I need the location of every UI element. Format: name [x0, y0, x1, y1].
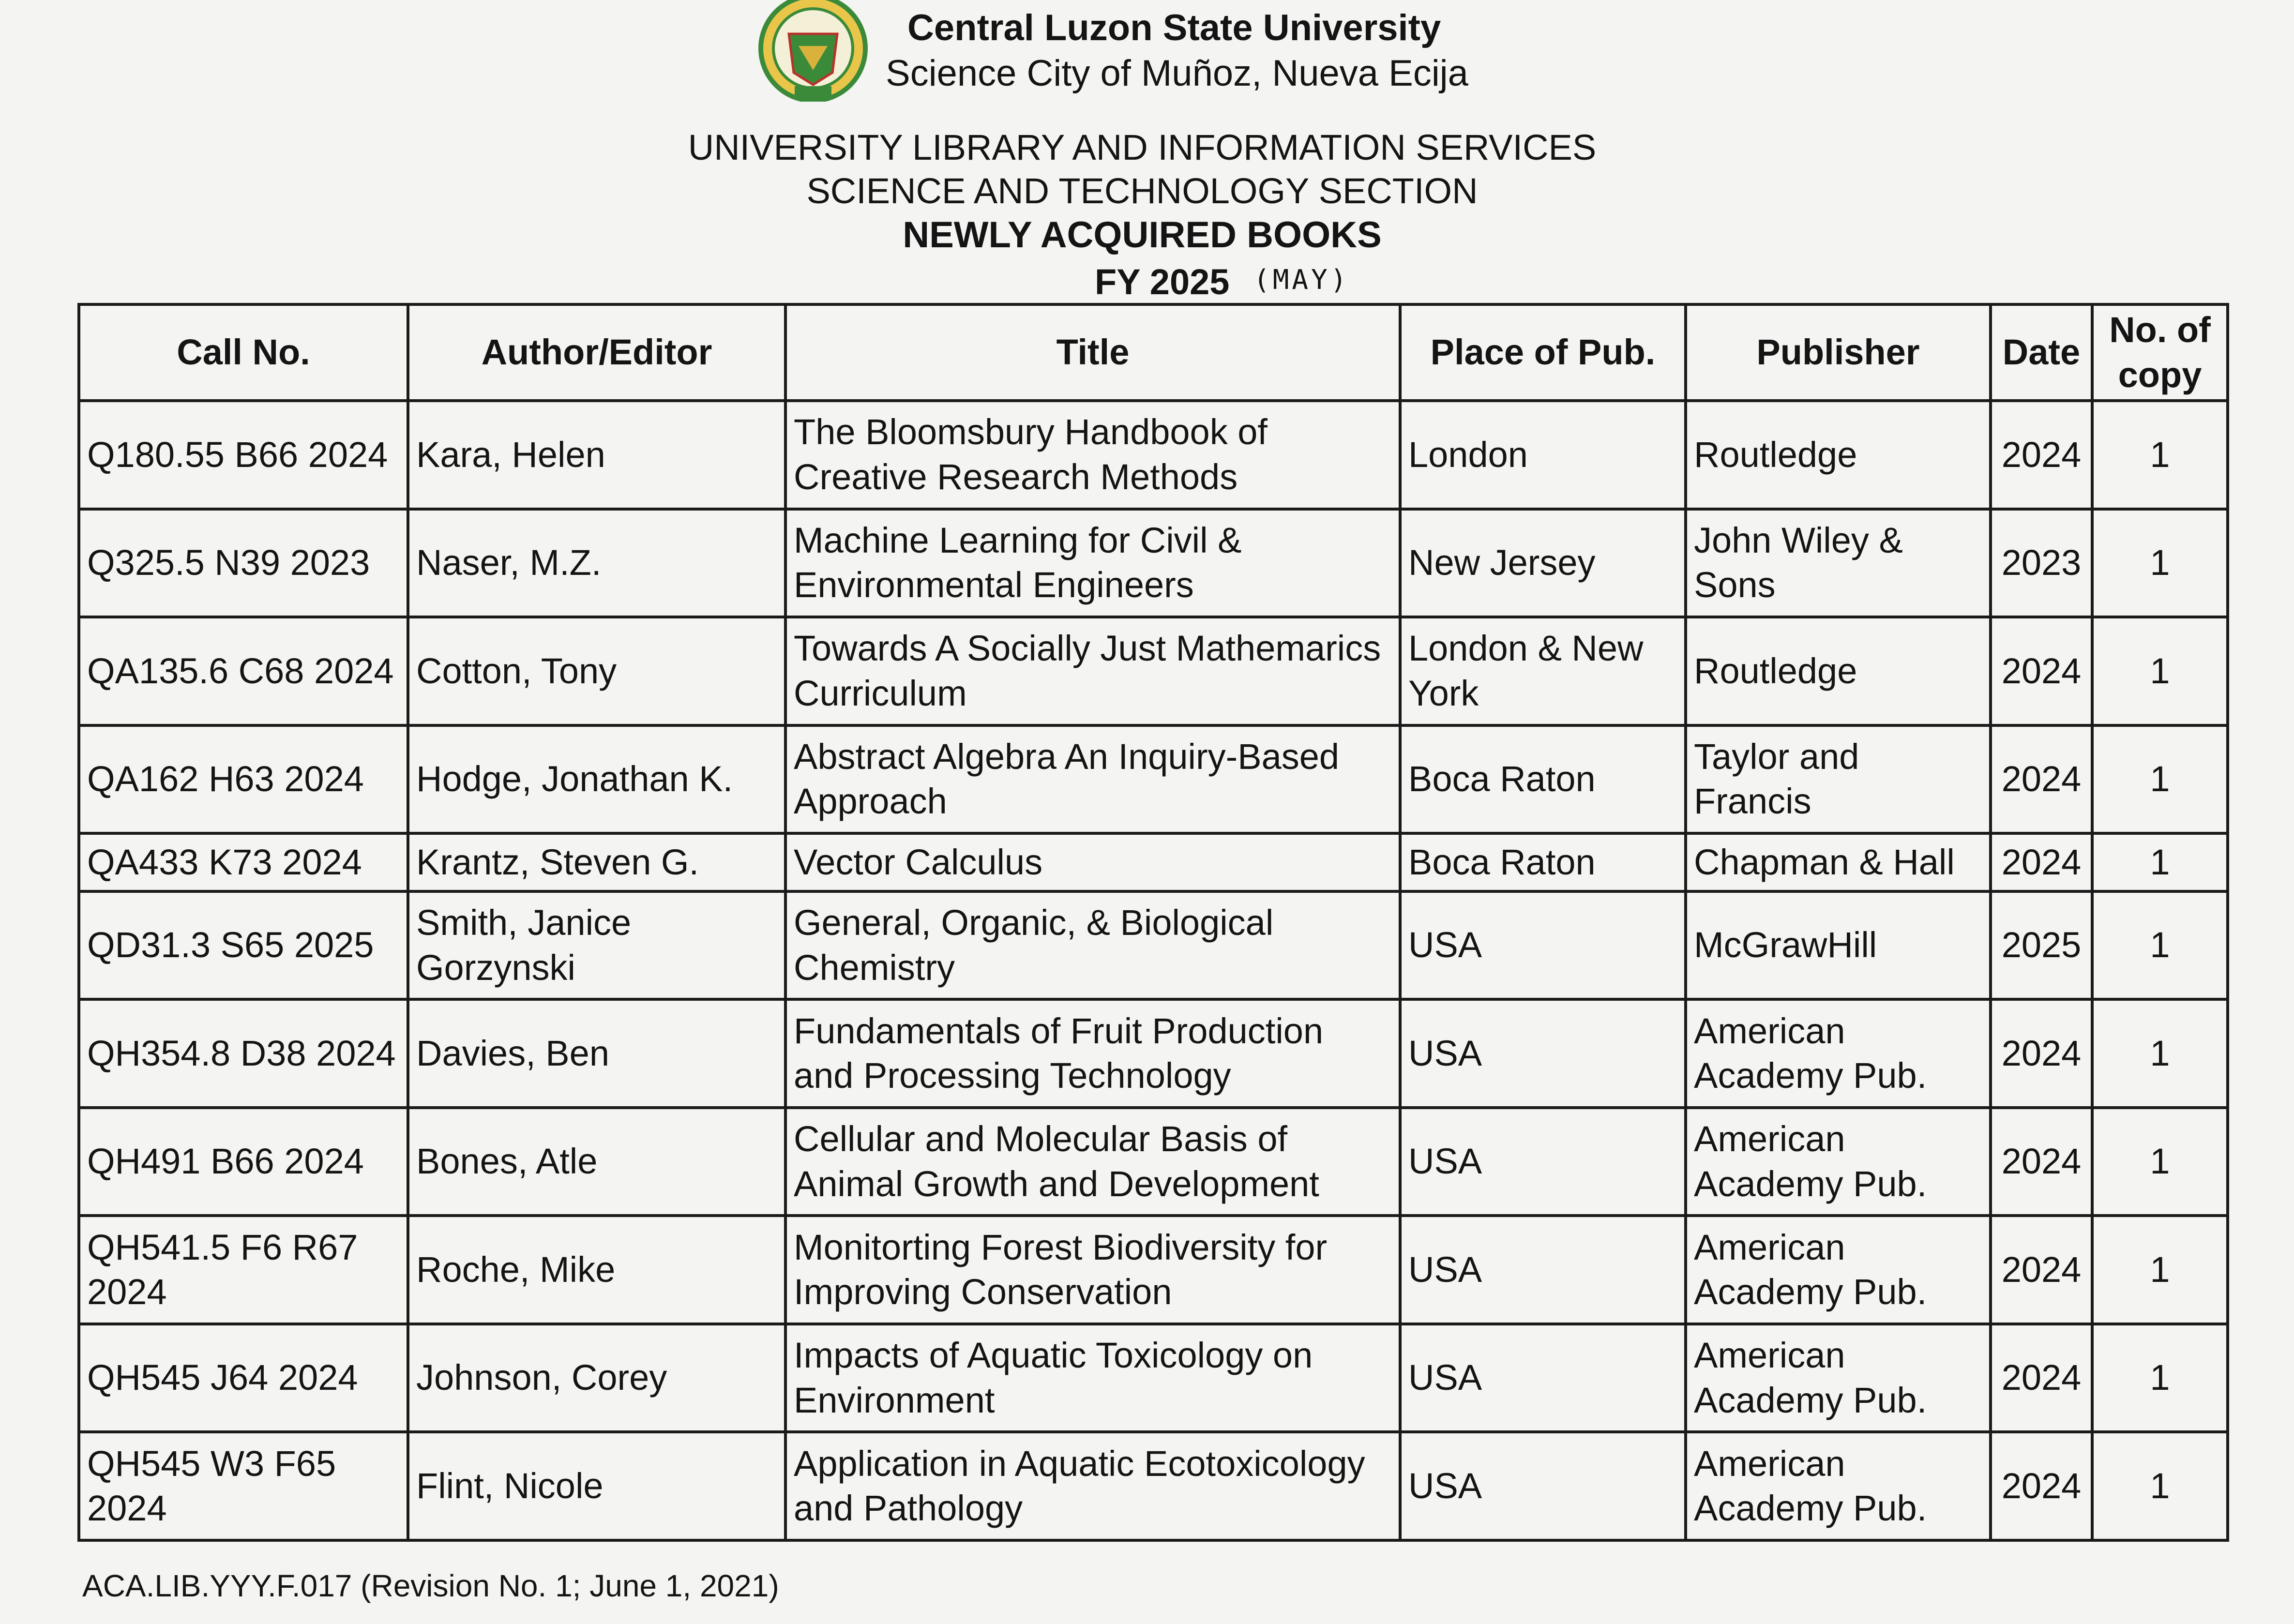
table-row — [79, 999, 2228, 1108]
cell-title: Monitorting Forest Biodiversity for Improving Conservation — [785, 1216, 1400, 1324]
cell-place: USA — [1400, 1108, 1686, 1216]
cell-place: USA — [1400, 1324, 1686, 1432]
table-row — [79, 891, 2228, 1000]
cell-publisher: American Academy Pub. — [1686, 999, 1991, 1108]
cell-publisher: McGrawHill — [1686, 891, 1991, 1000]
cell-author: Flint, Nicole — [408, 1432, 785, 1540]
cell-title: Fundamentals of Fruit Production and Processing Technology — [785, 999, 1400, 1108]
cell-publisher: American Academy Pub. — [1686, 1216, 1991, 1324]
cell-title: Abstract Algebra An Inquiry-Based Approach — [785, 725, 1400, 834]
cell-publisher: Routledge — [1686, 617, 1991, 725]
document-title: NEWLY ACQUIRED BOOKS — [903, 214, 1382, 256]
cell-publisher: American Academy Pub. — [1686, 1108, 1991, 1216]
cell-date: 2024 — [1991, 833, 2092, 891]
table-row — [79, 509, 2228, 617]
column-header-publisher: Publisher — [1686, 304, 1991, 401]
cell-title: Vector Calculus — [785, 833, 1400, 891]
cell-copies: 1 — [2092, 891, 2228, 1000]
cell-author: Smith, Janice Gorzynski — [408, 891, 785, 1000]
cell-author: Kara, Helen — [408, 401, 785, 509]
form-code: ACA.LIB.YYY.F.017 (Revision No. 1; June 1, 2021) — [82, 1568, 779, 1603]
cell-call-no: QA162 H63 2024 — [79, 725, 408, 834]
cell-author: Davies, Ben — [408, 999, 785, 1108]
cell-copies: 1 — [2092, 401, 2228, 509]
cell-date: 2024 — [1991, 401, 2092, 509]
cell-copies: 1 — [2092, 1432, 2228, 1540]
cell-title: Machine Learning for Civil & Environmental Engineers — [785, 509, 1400, 617]
cell-copies: 1 — [2092, 509, 2228, 617]
cell-author: Johnson, Corey — [408, 1324, 785, 1432]
cell-call-no: Q325.5 N39 2023 — [79, 509, 408, 617]
cell-place: London — [1400, 401, 1686, 509]
university-name: Central Luzon State University — [907, 7, 1441, 48]
cell-copies: 1 — [2092, 1216, 2228, 1324]
section-heading: SCIENCE AND TECHNOLOGY SECTION — [806, 171, 1478, 211]
cell-call-no: QH354.8 D38 2024 — [79, 999, 408, 1108]
cell-title: Towards A Socially Just Mathemarics Curriculum — [785, 617, 1400, 725]
cell-place: USA — [1400, 1432, 1686, 1540]
cell-call-no: QA135.6 C68 2024 — [79, 617, 408, 725]
cell-place: Boca Raton — [1400, 833, 1686, 891]
cell-date: 2024 — [1991, 1432, 2092, 1540]
cell-place: London & New York — [1400, 617, 1686, 725]
column-header-place: Place of Pub. — [1400, 304, 1686, 401]
column-header-date: Date — [1991, 304, 2092, 401]
cell-date: 2024 — [1991, 1324, 2092, 1432]
cell-call-no: QH491 B66 2024 — [79, 1108, 408, 1216]
cell-author: Naser, M.Z. — [408, 509, 785, 617]
cell-call-no: QA433 K73 2024 — [79, 833, 408, 891]
cell-call-no: QH545 J64 2024 — [79, 1324, 408, 1432]
cell-call-no: Q180.55 B66 2024 — [79, 401, 408, 509]
cell-call-no: QH545 W3 F65 2024 — [79, 1432, 408, 1540]
cell-copies: 1 — [2092, 1108, 2228, 1216]
cell-place: USA — [1400, 891, 1686, 1000]
table-row — [79, 1324, 2228, 1432]
library-heading: UNIVERSITY LIBRARY AND INFORMATION SERVICES — [688, 127, 1597, 167]
cell-copies: 1 — [2092, 617, 2228, 725]
cell-place: Boca Raton — [1400, 725, 1686, 834]
cell-title: Impacts of Aquatic Toxicology on Environment — [785, 1324, 1400, 1432]
cell-title: General, Organic, & Biological Chemistry — [785, 891, 1400, 1000]
university-location: Science City of Muñoz, Nueva Ecija — [886, 53, 1468, 94]
cell-title: The Bloomsbury Handbook of Creative Research Methods — [785, 401, 1400, 509]
cell-call-no: QH541.5 F6 R67 2024 — [79, 1216, 408, 1324]
cell-publisher: Taylor and Francis — [1686, 725, 1991, 834]
cell-author: Roche, Mike — [408, 1216, 785, 1324]
handwritten-month-note: (MAY) — [1253, 264, 1350, 296]
cell-date: 2024 — [1991, 725, 2092, 834]
cell-title: Cellular and Molecular Basis of Animal Growth and Development — [785, 1108, 1400, 1216]
column-header-author: Author/Editor — [408, 304, 785, 401]
cell-publisher: John Wiley & Sons — [1686, 509, 1991, 617]
cell-place: New Jersey — [1400, 509, 1686, 617]
column-header-copies: No. of copy — [2092, 304, 2228, 401]
cell-copies: 1 — [2092, 1324, 2228, 1432]
table-row — [79, 401, 2228, 509]
cell-copies: 1 — [2092, 725, 2228, 834]
cell-title: Application in Aquatic Ecotoxicology and Pathology — [785, 1432, 1400, 1540]
cell-copies: 1 — [2092, 833, 2228, 891]
table-row — [79, 1432, 2228, 1540]
cell-date: 2024 — [1991, 617, 2092, 725]
cell-place: USA — [1400, 999, 1686, 1108]
table-row — [79, 725, 2228, 834]
table-row — [79, 833, 2228, 891]
cell-author: Krantz, Steven G. — [408, 833, 785, 891]
table-row — [79, 617, 2228, 725]
cell-publisher: American Academy Pub. — [1686, 1324, 1991, 1432]
cell-date: 2023 — [1991, 509, 2092, 617]
cell-publisher: Routledge — [1686, 401, 1991, 509]
table-header-row — [79, 304, 2228, 401]
cell-author: Cotton, Tony — [408, 617, 785, 725]
books-table — [77, 303, 2229, 1542]
column-header-title: Title — [785, 304, 1400, 401]
cell-date: 2024 — [1991, 999, 2092, 1108]
cell-copies: 1 — [2092, 999, 2228, 1108]
cell-author: Bones, Atle — [408, 1108, 785, 1216]
cell-call-no: QD31.3 S65 2025 — [79, 891, 408, 1000]
cell-date: 2024 — [1991, 1108, 2092, 1216]
university-seal-icon — [736, 0, 890, 102]
cell-publisher: American Academy Pub. — [1686, 1432, 1991, 1540]
column-header-call-no: Call No. — [79, 304, 408, 401]
cell-publisher: Chapman & Hall — [1686, 833, 1991, 891]
table-row — [79, 1108, 2228, 1216]
cell-author: Hodge, Jonathan K. — [408, 725, 785, 834]
table-row — [79, 1216, 2228, 1324]
cell-place: USA — [1400, 1216, 1686, 1324]
cell-date: 2025 — [1991, 891, 2092, 1000]
fiscal-year: FY 2025 — [1095, 262, 1230, 302]
cell-date: 2024 — [1991, 1216, 2092, 1324]
